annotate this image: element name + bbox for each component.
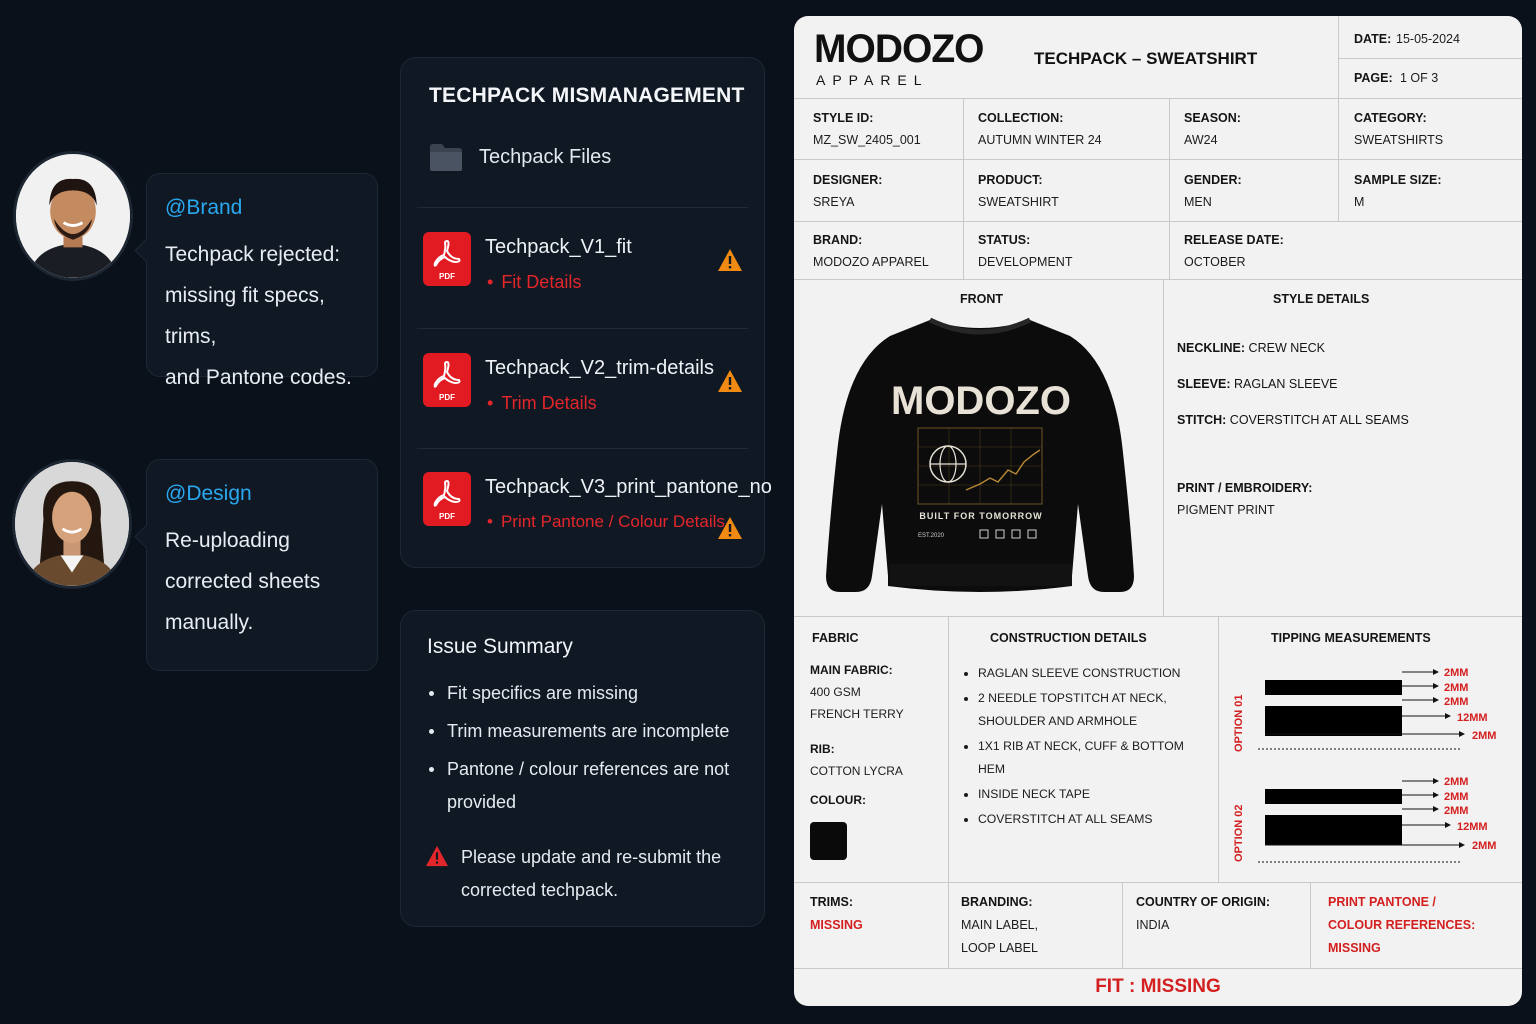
main-fabric-line: 400 GSM: [810, 685, 861, 699]
field-label: SEASON:: [1184, 111, 1241, 125]
tipping-measure: 2MM: [1444, 791, 1469, 803]
summary-item: Pantone / colour references are not provided: [429, 753, 744, 819]
date-value: 15-05-2024: [1396, 32, 1460, 46]
design-avatar: [12, 459, 132, 589]
file-name[interactable]: Techpack_V2_trim-details: [485, 357, 714, 379]
style-detail-sleeve: [1177, 377, 1338, 391]
field-value: SREYA: [813, 195, 855, 209]
pdf-icon: [423, 472, 471, 526]
field-label: STYLE ID:: [813, 111, 874, 125]
pdf-badge: PDF: [439, 393, 455, 402]
issue-summary-panel: [400, 610, 765, 927]
date-label: DATE:: [1354, 32, 1392, 46]
design-message-bubble: [146, 459, 378, 671]
field-value: MEN: [1184, 195, 1212, 209]
colour-swatch: [810, 822, 847, 860]
origin-label: COUNTRY OF ORIGIN:: [1136, 895, 1271, 909]
garment-print-brand: MODOZO: [891, 379, 1071, 423]
field-value: DEVELOPMENT: [978, 255, 1073, 269]
field-label: RELEASE DATE:: [1184, 233, 1284, 247]
field-label: SAMPLE SIZE:: [1354, 173, 1442, 187]
pdf-icon: [423, 353, 471, 407]
summary-item: Fit specifics are missing: [429, 677, 744, 710]
tipping-diagram: [1224, 662, 1514, 892]
warning-icon: [717, 369, 743, 393]
field-label: STATUS:: [978, 233, 1031, 247]
construction-title: CONSTRUCTION DETAILS: [990, 631, 1147, 645]
style-detail-value: CREW NECK: [1248, 341, 1325, 355]
field-label: DESIGNER:: [813, 173, 883, 187]
print-label: PRINT / EMBROIDERY:: [1177, 481, 1313, 495]
fabric-title: FABRIC: [812, 631, 859, 645]
style-detail-label: NECKLINE:: [1177, 341, 1246, 355]
pdf-badge: PDF: [439, 272, 455, 281]
field-value: SWEATSHIRTS: [1354, 133, 1444, 147]
field-value: SWEATSHIRT: [978, 195, 1059, 209]
techpack-folder[interactable]: [429, 142, 611, 172]
branding-line: LOOP LABEL: [961, 941, 1038, 955]
branding-label: BRANDING:: [961, 895, 1033, 909]
design-message-line: Re-uploading: [165, 529, 290, 552]
brand-message-line: and Pantone codes.: [165, 366, 352, 389]
construction-item: 1X1 RIB AT NECK, CUFF & BOTTOM HEM: [962, 735, 1212, 781]
sweatshirt-front-illustration: [820, 314, 1140, 604]
divider: [417, 448, 748, 449]
trims-value: MISSING: [810, 918, 863, 932]
print-value: PIGMENT PRINT: [1177, 503, 1275, 517]
pantone-line: MISSING: [1328, 941, 1381, 955]
tipping-measure: 2MM: [1444, 805, 1469, 817]
front-label: FRONT: [960, 292, 1004, 306]
pdf-icon: [423, 232, 471, 286]
trims-label: TRIMS:: [810, 895, 854, 909]
file-issue: • Print Pantone / Colour Details: [487, 512, 725, 532]
tipping-measure: 2MM: [1472, 840, 1497, 852]
tipping-measure: 12MM: [1457, 712, 1488, 724]
branding-line: MAIN LABEL,: [961, 918, 1039, 932]
option-label: OPTION 02: [1233, 804, 1245, 862]
summary-list: [429, 677, 744, 824]
pantone-line: PRINT PANTONE /: [1328, 895, 1436, 909]
field-value: M: [1354, 195, 1365, 209]
panel-title: TECHPACK MISMANAGEMENT: [429, 84, 745, 107]
warning-icon: [717, 516, 743, 540]
tipping-title: TIPPING MEASUREMENTS: [1271, 631, 1431, 645]
divider: [417, 328, 748, 329]
construction-item: INSIDE NECK TAPE: [962, 783, 1212, 806]
file-issue: • Trim Details: [487, 393, 597, 414]
construction-item: 2 NEEDLE TOPSTITCH AT NECK, SHOULDER AND ARMHOLE: [962, 687, 1212, 733]
brand-logo: MODOZO: [814, 27, 984, 72]
field-label: BRAND:: [813, 233, 863, 247]
rib-value: COTTON LYCRA: [810, 764, 903, 778]
tipping-measure: 2MM: [1444, 696, 1469, 708]
construction-list: [962, 662, 1212, 833]
tipping-measure: 2MM: [1472, 730, 1497, 742]
construction-item: COVERSTITCH AT ALL SEAMS: [962, 808, 1212, 831]
field-value: MODOZO APPAREL: [813, 255, 929, 269]
design-handle[interactable]: @Design: [165, 482, 252, 505]
page-label: PAGE:: [1354, 71, 1393, 85]
summary-title: Issue Summary: [427, 635, 573, 658]
tipping-measure: 12MM: [1457, 821, 1488, 833]
tipping-measure: 2MM: [1444, 667, 1469, 679]
fit-status: FIT : MISSING: [1095, 976, 1221, 997]
brand-message-bubble: [146, 173, 378, 389]
brand-message-line: Techpack rejected:: [165, 243, 341, 266]
file-issue: • Fit Details: [487, 272, 581, 293]
style-detail-value: RAGLAN SLEEVE: [1233, 377, 1338, 391]
design-message-line: manually.: [165, 611, 254, 634]
style-detail-label: STITCH:: [1177, 413, 1227, 427]
rib-label: RIB:: [810, 742, 835, 756]
field-value: AUTUMN WINTER 24: [978, 133, 1102, 147]
garment-print-tagline: BUILT FOR TOMORROW: [919, 511, 1043, 521]
field-label: COLLECTION:: [978, 111, 1064, 125]
design-message-line: corrected sheets: [165, 570, 321, 593]
style-details-title: STYLE DETAILS: [1273, 292, 1370, 306]
style-detail-stitch: [1177, 413, 1409, 427]
file-name[interactable]: Techpack_V3_print_pantone_no: [485, 476, 772, 498]
techpack-sheet: [794, 16, 1522, 1006]
summary-item: Trim measurements are incomplete: [429, 715, 744, 748]
field-label: PRODUCT:: [978, 173, 1043, 187]
alert-icon: [425, 845, 449, 867]
summary-note: [425, 841, 744, 907]
folder-icon: [429, 142, 463, 172]
pantone-line: COLOUR REFERENCES:: [1328, 918, 1476, 932]
brand-handle[interactable]: @Brand: [165, 196, 243, 219]
construction-item: RAGLAN SLEEVE CONSTRUCTION: [962, 662, 1212, 685]
main-fabric-line: FRENCH TERRY: [810, 707, 904, 721]
file-row-v3[interactable]: [423, 472, 772, 564]
techpack-files-panel: [400, 57, 772, 568]
file-row-v1[interactable]: [423, 232, 746, 324]
brand-logo-sub: APPAREL: [816, 72, 929, 88]
brand-message-line: missing fit specs, trims,: [165, 284, 325, 348]
field-value: OCTOBER: [1184, 255, 1246, 269]
style-detail-neckline: [1177, 341, 1325, 355]
tipping-measure: 2MM: [1444, 682, 1469, 694]
sheet-title: TECHPACK – SWEATSHIRT: [1034, 49, 1258, 68]
option-label: OPTION 01: [1233, 694, 1245, 752]
file-name[interactable]: Techpack_V1_fit: [485, 236, 632, 258]
folder-label: Techpack Files: [479, 145, 612, 168]
origin-value: INDIA: [1136, 918, 1170, 932]
page-value: 1 OF 3: [1400, 71, 1439, 85]
style-detail-label: SLEEVE:: [1177, 377, 1231, 391]
warning-icon: [717, 248, 743, 272]
tipping-measure: 2MM: [1444, 776, 1469, 788]
summary-note-text: Please update and re-submit the corrected techpack.: [461, 847, 722, 900]
divider: [417, 207, 748, 208]
garment-print-est: EST.2020: [918, 533, 945, 539]
field-label: GENDER:: [1184, 173, 1242, 187]
field-value: MZ_SW_2405_001: [813, 133, 921, 147]
brand-avatar: [13, 151, 133, 281]
file-row-v2[interactable]: [423, 353, 746, 445]
pdf-badge: PDF: [439, 512, 455, 521]
main-fabric-label: MAIN FABRIC:: [810, 663, 893, 677]
field-label: CATEGORY:: [1354, 111, 1427, 125]
colour-label: COLOUR:: [810, 793, 866, 807]
style-detail-value: COVERSTITCH AT ALL SEAMS: [1229, 413, 1409, 427]
field-value: AW24: [1184, 133, 1218, 147]
